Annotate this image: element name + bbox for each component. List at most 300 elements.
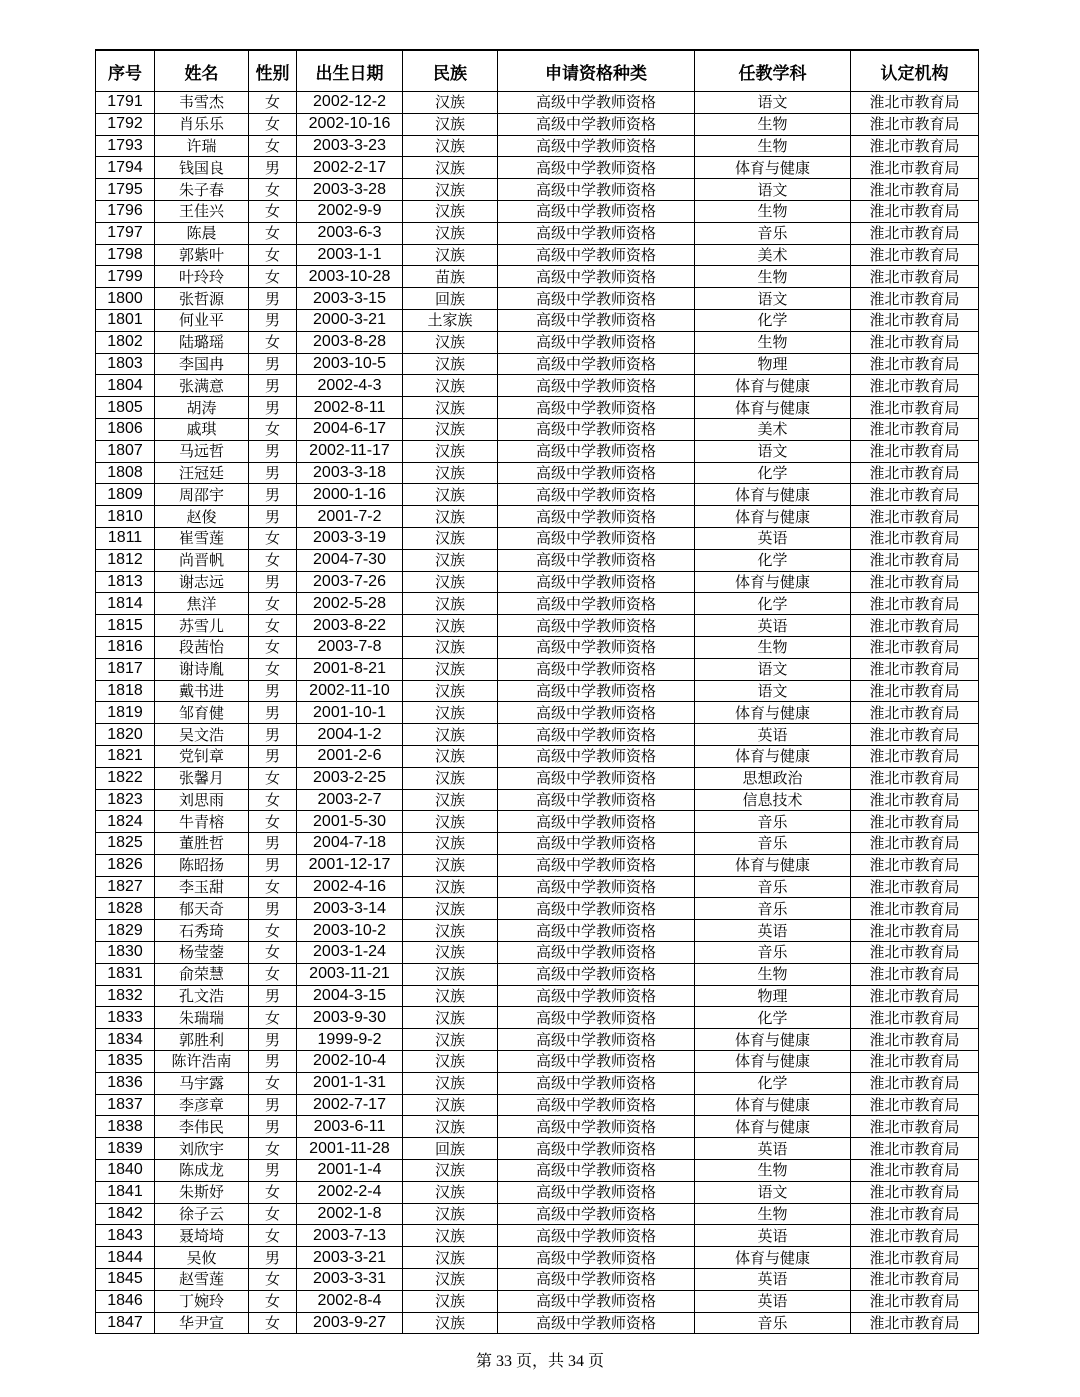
name-cell: 俞荣慧	[155, 963, 249, 985]
gender-cell: 男	[249, 288, 297, 310]
table-row	[96, 484, 979, 506]
authority-cell: 淮北市教育局	[851, 658, 979, 680]
name-cell: 张哲源	[155, 288, 249, 310]
table-row	[96, 1312, 979, 1334]
subject-cell: 生物	[695, 113, 851, 135]
serial-number-cell: 1825	[96, 833, 155, 855]
serial-number-cell: 1813	[96, 571, 155, 593]
gender-cell: 男	[249, 462, 297, 484]
table-row	[96, 1051, 979, 1073]
birth-date-cell: 2002-1-8	[297, 1203, 403, 1225]
name-cell: 杨莹蓥	[155, 942, 249, 964]
serial-number-cell: 1822	[96, 767, 155, 789]
serial-number-cell: 1793	[96, 135, 155, 157]
ethnicity-cell: 汉族	[403, 789, 498, 811]
qualification-cell: 高级中学教师资格	[498, 593, 695, 615]
birth-date-cell: 2003-1-24	[297, 942, 403, 964]
qualification-cell: 高级中学教师资格	[498, 1138, 695, 1160]
ethnicity-cell: 汉族	[403, 418, 498, 440]
birth-date-cell: 2002-2-4	[297, 1181, 403, 1203]
gender-cell: 女	[249, 1203, 297, 1225]
table-row	[96, 92, 979, 114]
subject-cell: 语文	[695, 1181, 851, 1203]
gender-cell: 女	[249, 266, 297, 288]
table-row	[96, 113, 979, 135]
table-row	[96, 920, 979, 942]
gender-cell: 女	[249, 963, 297, 985]
table-row	[96, 1029, 979, 1051]
subject-cell: 物理	[695, 353, 851, 375]
table-row	[96, 898, 979, 920]
authority-cell: 淮北市教育局	[851, 680, 979, 702]
ethnicity-cell: 汉族	[403, 724, 498, 746]
ethnicity-cell: 苗族	[403, 266, 498, 288]
ethnicity-cell: 汉族	[403, 767, 498, 789]
name-cell: 崔雪莲	[155, 527, 249, 549]
authority-cell: 淮北市教育局	[851, 636, 979, 658]
table-row	[96, 767, 979, 789]
serial-number-cell: 1826	[96, 854, 155, 876]
birth-date-cell: 2002-10-4	[297, 1051, 403, 1073]
serial-number-cell: 1794	[96, 157, 155, 179]
serial-number-cell: 1801	[96, 309, 155, 331]
qualification-cell: 高级中学教师资格	[498, 157, 695, 179]
authority-cell: 淮北市教育局	[851, 418, 979, 440]
name-cell: 朱斯妤	[155, 1181, 249, 1203]
serial-number-cell: 1824	[96, 811, 155, 833]
ethnicity-cell: 汉族	[403, 1181, 498, 1203]
gender-cell: 男	[249, 1116, 297, 1138]
subject-cell: 思想政治	[695, 767, 851, 789]
ethnicity-cell: 汉族	[403, 593, 498, 615]
gender-cell: 男	[249, 898, 297, 920]
subject-cell: 体育与健康	[695, 506, 851, 528]
gender-cell: 女	[249, 1225, 297, 1247]
serial-number-cell: 1809	[96, 484, 155, 506]
authority-cell: 淮北市教育局	[851, 854, 979, 876]
ethnicity-cell: 汉族	[403, 92, 498, 114]
gender-cell: 女	[249, 549, 297, 571]
serial-number-cell: 1816	[96, 636, 155, 658]
ethnicity-cell: 汉族	[403, 1312, 498, 1334]
birth-date-cell: 2004-7-18	[297, 833, 403, 855]
serial-number-cell: 1834	[96, 1029, 155, 1051]
subject-cell: 体育与健康	[695, 1094, 851, 1116]
authority-cell: 淮北市教育局	[851, 920, 979, 942]
qualification-cell: 高级中学教师资格	[498, 811, 695, 833]
name-cell: 朱瑞瑞	[155, 1007, 249, 1029]
subject-cell: 语文	[695, 92, 851, 114]
authority-cell: 淮北市教育局	[851, 942, 979, 964]
serial-number-cell: 1812	[96, 549, 155, 571]
gender-cell: 女	[249, 418, 297, 440]
gender-cell: 女	[249, 593, 297, 615]
qualification-cell: 高级中学教师资格	[498, 1290, 695, 1312]
qualification-cell: 高级中学教师资格	[498, 222, 695, 244]
ethnicity-cell: 汉族	[403, 942, 498, 964]
table-row	[96, 593, 979, 615]
table-row	[96, 1269, 979, 1291]
birth-date-cell: 2002-11-10	[297, 680, 403, 702]
qualification-cell: 高级中学教师资格	[498, 1269, 695, 1291]
ethnicity-cell: 汉族	[403, 898, 498, 920]
subject-cell: 语文	[695, 658, 851, 680]
serial-number-cell: 1833	[96, 1007, 155, 1029]
subject-cell: 化学	[695, 549, 851, 571]
name-cell: 段茜怡	[155, 636, 249, 658]
qualification-cell: 高级中学教师资格	[498, 353, 695, 375]
qualification-cell: 高级中学教师资格	[498, 1051, 695, 1073]
subject-cell: 音乐	[695, 833, 851, 855]
gender-cell: 女	[249, 615, 297, 637]
serial-number-cell: 1837	[96, 1094, 155, 1116]
name-cell: 陈晨	[155, 222, 249, 244]
subject-cell: 语文	[695, 179, 851, 201]
birth-date-cell: 2001-1-31	[297, 1072, 403, 1094]
name-cell: 王佳兴	[155, 200, 249, 222]
gender-cell: 男	[249, 1094, 297, 1116]
table-row	[96, 985, 979, 1007]
birth-date-cell: 2003-3-28	[297, 179, 403, 201]
table-row	[96, 702, 979, 724]
ethnicity-cell: 汉族	[403, 1116, 498, 1138]
subject-cell: 化学	[695, 1072, 851, 1094]
gender-cell: 女	[249, 179, 297, 201]
table-row	[96, 811, 979, 833]
qualification-cell: 高级中学教师资格	[498, 1116, 695, 1138]
gender-cell: 男	[249, 571, 297, 593]
subject-cell: 体育与健康	[695, 375, 851, 397]
birth-date-cell: 2003-7-8	[297, 636, 403, 658]
header-serial-number: 序号	[96, 50, 155, 92]
subject-cell: 体育与健康	[695, 1116, 851, 1138]
subject-cell: 体育与健康	[695, 157, 851, 179]
authority-cell: 淮北市教育局	[851, 527, 979, 549]
birth-date-cell: 2002-5-28	[297, 593, 403, 615]
qualification-cell: 高级中学教师资格	[498, 833, 695, 855]
ethnicity-cell: 汉族	[403, 963, 498, 985]
gender-cell: 女	[249, 1181, 297, 1203]
name-cell: 刘思雨	[155, 789, 249, 811]
gender-cell: 男	[249, 506, 297, 528]
header-qualification-type: 申请资格种类	[498, 50, 695, 92]
table-row	[96, 309, 979, 331]
gender-cell: 女	[249, 1269, 297, 1291]
birth-date-cell: 2003-6-11	[297, 1116, 403, 1138]
serial-number-cell: 1845	[96, 1269, 155, 1291]
name-cell: 张满意	[155, 375, 249, 397]
gender-cell: 男	[249, 484, 297, 506]
qualification-cell: 高级中学教师资格	[498, 288, 695, 310]
table-row	[96, 397, 979, 419]
table-row	[96, 375, 979, 397]
name-cell: 马远哲	[155, 440, 249, 462]
subject-cell: 体育与健康	[695, 571, 851, 593]
birth-date-cell: 2003-3-18	[297, 462, 403, 484]
subject-cell: 英语	[695, 920, 851, 942]
table-row	[96, 1072, 979, 1094]
authority-cell: 淮北市教育局	[851, 1290, 979, 1312]
ethnicity-cell: 汉族	[403, 375, 498, 397]
qualification-cell: 高级中学教师资格	[498, 1160, 695, 1182]
subject-cell: 生物	[695, 331, 851, 353]
gender-cell: 男	[249, 375, 297, 397]
serial-number-cell: 1800	[96, 288, 155, 310]
table-row	[96, 1116, 979, 1138]
gender-cell: 男	[249, 680, 297, 702]
name-cell: 戴书进	[155, 680, 249, 702]
qualification-cell: 高级中学教师资格	[498, 680, 695, 702]
authority-cell: 淮北市教育局	[851, 200, 979, 222]
name-cell: 聂埼埼	[155, 1225, 249, 1247]
birth-date-cell: 2003-7-26	[297, 571, 403, 593]
table-row	[96, 1094, 979, 1116]
name-cell: 党钊章	[155, 745, 249, 767]
subject-cell: 化学	[695, 462, 851, 484]
qualification-cell: 高级中学教师资格	[498, 920, 695, 942]
subject-cell: 英语	[695, 1138, 851, 1160]
subject-cell: 物理	[695, 985, 851, 1007]
authority-cell: 淮北市教育局	[851, 724, 979, 746]
qualification-cell: 高级中学教师资格	[498, 615, 695, 637]
ethnicity-cell: 汉族	[403, 680, 498, 702]
qualification-cell: 高级中学教师资格	[498, 244, 695, 266]
name-cell: 陈许浩南	[155, 1051, 249, 1073]
qualification-cell: 高级中学教师资格	[498, 985, 695, 1007]
serial-number-cell: 1839	[96, 1138, 155, 1160]
qualification-cell: 高级中学教师资格	[498, 1029, 695, 1051]
birth-date-cell: 2003-10-28	[297, 266, 403, 288]
authority-cell: 淮北市教育局	[851, 1007, 979, 1029]
name-cell: 董胜哲	[155, 833, 249, 855]
birth-date-cell: 2001-2-6	[297, 745, 403, 767]
qualification-cell: 高级中学教师资格	[498, 92, 695, 114]
subject-cell: 生物	[695, 636, 851, 658]
serial-number-cell: 1841	[96, 1181, 155, 1203]
subject-cell: 语文	[695, 680, 851, 702]
subject-cell: 音乐	[695, 222, 851, 244]
ethnicity-cell: 汉族	[403, 200, 498, 222]
serial-number-cell: 1798	[96, 244, 155, 266]
name-cell: 刘欣宇	[155, 1138, 249, 1160]
table-row	[96, 331, 979, 353]
table-row	[96, 288, 979, 310]
authority-cell: 淮北市教育局	[851, 309, 979, 331]
subject-cell: 语文	[695, 288, 851, 310]
table-row	[96, 200, 979, 222]
name-cell: 张馨月	[155, 767, 249, 789]
table-row	[96, 462, 979, 484]
name-cell: 李国冉	[155, 353, 249, 375]
header-birth-date: 出生日期	[297, 50, 403, 92]
authority-cell: 淮北市教育局	[851, 1225, 979, 1247]
name-cell: 谢志远	[155, 571, 249, 593]
qualification-cell: 高级中学教师资格	[498, 1072, 695, 1094]
table-row	[96, 527, 979, 549]
ethnicity-cell: 汉族	[403, 244, 498, 266]
ethnicity-cell: 汉族	[403, 636, 498, 658]
subject-cell: 美术	[695, 244, 851, 266]
ethnicity-cell: 汉族	[403, 1094, 498, 1116]
authority-cell: 淮北市教育局	[851, 811, 979, 833]
authority-cell: 淮北市教育局	[851, 1051, 979, 1073]
subject-cell: 生物	[695, 1203, 851, 1225]
birth-date-cell: 2000-1-16	[297, 484, 403, 506]
subject-cell: 美术	[695, 418, 851, 440]
name-cell: 丁婉玲	[155, 1290, 249, 1312]
serial-number-cell: 1799	[96, 266, 155, 288]
teacher-qualification-table	[95, 49, 979, 1334]
birth-date-cell: 2003-3-21	[297, 1247, 403, 1269]
authority-cell: 淮北市教育局	[851, 1269, 979, 1291]
gender-cell: 男	[249, 157, 297, 179]
ethnicity-cell: 汉族	[403, 745, 498, 767]
qualification-cell: 高级中学教师资格	[498, 571, 695, 593]
gender-cell: 女	[249, 331, 297, 353]
birth-date-cell: 2003-3-31	[297, 1269, 403, 1291]
name-cell: 郁天奇	[155, 898, 249, 920]
subject-cell: 信息技术	[695, 789, 851, 811]
qualification-cell: 高级中学教师资格	[498, 506, 695, 528]
name-cell: 叶玲玲	[155, 266, 249, 288]
authority-cell: 淮北市教育局	[851, 767, 979, 789]
ethnicity-cell: 汉族	[403, 854, 498, 876]
authority-cell: 淮北市教育局	[851, 1072, 979, 1094]
birth-date-cell: 2001-11-28	[297, 1138, 403, 1160]
subject-cell: 体育与健康	[695, 1051, 851, 1073]
serial-number-cell: 1819	[96, 702, 155, 724]
serial-number-cell: 1842	[96, 1203, 155, 1225]
name-cell: 陈成龙	[155, 1160, 249, 1182]
ethnicity-cell: 汉族	[403, 1029, 498, 1051]
serial-number-cell: 1827	[96, 876, 155, 898]
gender-cell: 男	[249, 833, 297, 855]
serial-number-cell: 1829	[96, 920, 155, 942]
qualification-cell: 高级中学教师资格	[498, 397, 695, 419]
qualification-cell: 高级中学教师资格	[498, 636, 695, 658]
birth-date-cell: 2001-1-4	[297, 1160, 403, 1182]
serial-number-cell: 1810	[96, 506, 155, 528]
subject-cell: 生物	[695, 135, 851, 157]
authority-cell: 淮北市教育局	[851, 702, 979, 724]
table-body	[96, 92, 979, 1334]
ethnicity-cell: 汉族	[403, 658, 498, 680]
name-cell: 肖乐乐	[155, 113, 249, 135]
gender-cell: 女	[249, 789, 297, 811]
subject-cell: 音乐	[695, 898, 851, 920]
ethnicity-cell: 汉族	[403, 135, 498, 157]
gender-cell: 男	[249, 353, 297, 375]
subject-cell: 英语	[695, 527, 851, 549]
authority-cell: 淮北市教育局	[851, 876, 979, 898]
table-row	[96, 1203, 979, 1225]
header-subject: 任教学科	[695, 50, 851, 92]
header-ethnicity: 民族	[403, 50, 498, 92]
birth-date-cell: 2003-3-14	[297, 898, 403, 920]
serial-number-cell: 1821	[96, 745, 155, 767]
birth-date-cell: 2003-10-2	[297, 920, 403, 942]
authority-cell: 淮北市教育局	[851, 1138, 979, 1160]
authority-cell: 淮北市教育局	[851, 484, 979, 506]
authority-cell: 淮北市教育局	[851, 1247, 979, 1269]
birth-date-cell: 2002-12-2	[297, 92, 403, 114]
ethnicity-cell: 汉族	[403, 353, 498, 375]
birth-date-cell: 2003-8-22	[297, 615, 403, 637]
table-row	[96, 266, 979, 288]
name-cell: 徐子云	[155, 1203, 249, 1225]
qualification-cell: 高级中学教师资格	[498, 462, 695, 484]
name-cell: 赵俊	[155, 506, 249, 528]
subject-cell: 体育与健康	[695, 702, 851, 724]
authority-cell: 淮北市教育局	[851, 506, 979, 528]
ethnicity-cell: 回族	[403, 1138, 498, 1160]
ethnicity-cell: 汉族	[403, 397, 498, 419]
authority-cell: 淮北市教育局	[851, 331, 979, 353]
table-row	[96, 658, 979, 680]
birth-date-cell: 2002-9-9	[297, 200, 403, 222]
name-cell: 郭紫叶	[155, 244, 249, 266]
serial-number-cell: 1835	[96, 1051, 155, 1073]
serial-number-cell: 1844	[96, 1247, 155, 1269]
table-row	[96, 854, 979, 876]
table-row	[96, 506, 979, 528]
ethnicity-cell: 汉族	[403, 615, 498, 637]
serial-number-cell: 1840	[96, 1160, 155, 1182]
birth-date-cell: 2002-10-16	[297, 113, 403, 135]
birth-date-cell: 2001-10-1	[297, 702, 403, 724]
qualification-cell: 高级中学教师资格	[498, 331, 695, 353]
ethnicity-cell: 汉族	[403, 1290, 498, 1312]
birth-date-cell: 2001-7-2	[297, 506, 403, 528]
gender-cell: 男	[249, 702, 297, 724]
ethnicity-cell: 汉族	[403, 549, 498, 571]
qualification-cell: 高级中学教师资格	[498, 767, 695, 789]
authority-cell: 淮北市教育局	[851, 571, 979, 593]
gender-cell: 女	[249, 135, 297, 157]
ethnicity-cell: 汉族	[403, 1007, 498, 1029]
name-cell: 石秀琦	[155, 920, 249, 942]
serial-number-cell: 1795	[96, 179, 155, 201]
serial-number-cell: 1818	[96, 680, 155, 702]
qualification-cell: 高级中学教师资格	[498, 745, 695, 767]
authority-cell: 淮北市教育局	[851, 266, 979, 288]
qualification-cell: 高级中学教师资格	[498, 375, 695, 397]
table-row	[96, 418, 979, 440]
authority-cell: 淮北市教育局	[851, 113, 979, 135]
subject-cell: 音乐	[695, 942, 851, 964]
ethnicity-cell: 汉族	[403, 1051, 498, 1073]
gender-cell: 男	[249, 854, 297, 876]
subject-cell: 化学	[695, 593, 851, 615]
table-row	[96, 440, 979, 462]
authority-cell: 淮北市教育局	[851, 92, 979, 114]
serial-number-cell: 1811	[96, 527, 155, 549]
authority-cell: 淮北市教育局	[851, 963, 979, 985]
gender-cell: 女	[249, 113, 297, 135]
serial-number-cell: 1792	[96, 113, 155, 135]
table-row	[96, 724, 979, 746]
authority-cell: 淮北市教育局	[851, 1203, 979, 1225]
table-row	[96, 1247, 979, 1269]
birth-date-cell: 2003-3-19	[297, 527, 403, 549]
ethnicity-cell: 汉族	[403, 876, 498, 898]
authority-cell: 淮北市教育局	[851, 898, 979, 920]
ethnicity-cell: 汉族	[403, 833, 498, 855]
table-row	[96, 353, 979, 375]
table-row	[96, 942, 979, 964]
gender-cell: 女	[249, 1290, 297, 1312]
serial-number-cell: 1820	[96, 724, 155, 746]
